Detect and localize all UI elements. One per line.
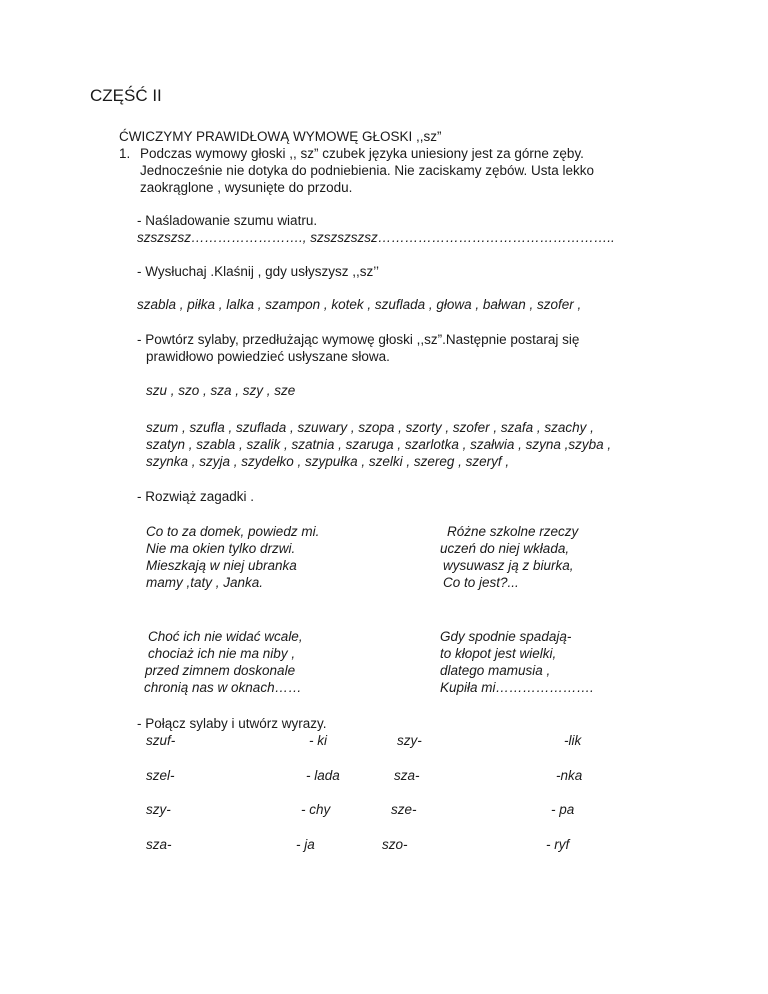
riddle-line: Co to za domek, powiedz mi. xyxy=(146,524,320,539)
item-line-2: Jednocześnie nie dotyka do podniebienia. Nie zaciskamy zębów. Usta lekko xyxy=(140,163,595,178)
exercise-4-title: - Rozwiąż zagadki . xyxy=(137,489,255,504)
riddle-line: chociaż ich nie ma niby , xyxy=(148,646,296,661)
riddle-line: Różne szkolne rzeczy xyxy=(447,524,579,539)
syllable: - chy xyxy=(301,802,331,817)
syllable: szy- xyxy=(397,733,422,748)
riddle-line: Mieszkają w niej ubranka xyxy=(146,558,297,573)
syllable: sza- xyxy=(146,837,172,852)
syllable: - lada xyxy=(306,768,340,783)
riddle-line: przed zimnem doskonale xyxy=(145,663,296,678)
exercise-2-words: szabla , piłka , lalka , szampon , kotek , szuflada , głowa , bałwan , szofer , xyxy=(137,297,582,312)
riddle-line: Kupiła mi…………………. xyxy=(440,680,594,695)
exercise-3-syllables: szu , szo , sza , szy , sze xyxy=(146,383,296,398)
item-number: 1. xyxy=(119,146,131,161)
exercise-2-title: - Wysłuchaj .Klaśnij , gdy usłyszysz ,,sz’’ xyxy=(137,264,379,279)
exercise-1-text: szszszsz……………………., szszszszsz…………………………………………….. xyxy=(137,230,615,245)
syllable: - pa xyxy=(551,802,575,817)
item-line-3: zaokrąglone , wysunięte do przodu. xyxy=(140,180,353,195)
exercise-3-words-3: szynka , szyja , szydełko , szypułka , szelki , szereg , szeryf , xyxy=(146,454,510,469)
syllable: - ryf xyxy=(546,837,570,852)
riddle-line: Gdy spodnie spadają- xyxy=(440,629,572,644)
section-title: ĆWICZYMY PRAWIDŁOWĄ WYMOWĘ GŁOSKI ,,sz” xyxy=(119,129,442,144)
item-line-1: Podczas wymowy głoski ,, sz” czubek języka uniesiony jest za górne zęby. xyxy=(140,146,584,161)
riddle-line: to kłopot jest wielki, xyxy=(440,646,557,661)
exercise-3-title-cont: prawidłowo powiedzieć usłyszane słowa. xyxy=(146,349,390,364)
syllable: szo- xyxy=(382,837,408,852)
riddle-line: Choć ich nie widać wcale, xyxy=(148,629,303,644)
exercise-3-title: - Powtórz sylaby, przedłużając wymowę głoski ,,sz”.Następnie postaraj się xyxy=(137,332,580,347)
exercise-5-title: - Połącz sylaby i utwórz wyrazy. xyxy=(137,716,327,731)
riddle-line: uczeń do niej wkłada, xyxy=(440,541,570,556)
syllable: -nka xyxy=(556,768,583,783)
syllable: szel- xyxy=(146,768,175,783)
riddle-line: Co to jest?... xyxy=(443,575,519,590)
exercise-3-words-1: szum , szufla , szuflada , szuwary , szopa , szorty , szofer , szafa , szachy , xyxy=(146,420,594,435)
syllable: - ki xyxy=(309,733,327,748)
riddle-line: dlatego mamusia , xyxy=(440,663,551,678)
exercise-1-title: - Naśladowanie szumu wiatru. xyxy=(137,213,318,228)
syllable: -lik xyxy=(564,733,582,748)
heading: CZĘŚĆ II xyxy=(90,86,162,105)
syllable: sza- xyxy=(394,768,420,783)
syllable: szuf- xyxy=(146,733,176,748)
riddle-line: mamy ,taty , Janka. xyxy=(146,575,264,590)
exercise-3-words-2: szatyn , szabla , szalik , szatnia , szaruga , szarlotka , szałwia , szyna ,szyba , xyxy=(146,437,612,452)
riddle-line: wysuwasz ją z biurka, xyxy=(443,558,574,573)
syllable: sze- xyxy=(391,802,417,817)
syllable: - ja xyxy=(296,837,315,852)
riddle-line: chronią nas w oknach…… xyxy=(144,680,302,695)
syllable: szy- xyxy=(146,802,171,817)
riddle-line: Nie ma okien tylko drzwi. xyxy=(146,541,296,556)
